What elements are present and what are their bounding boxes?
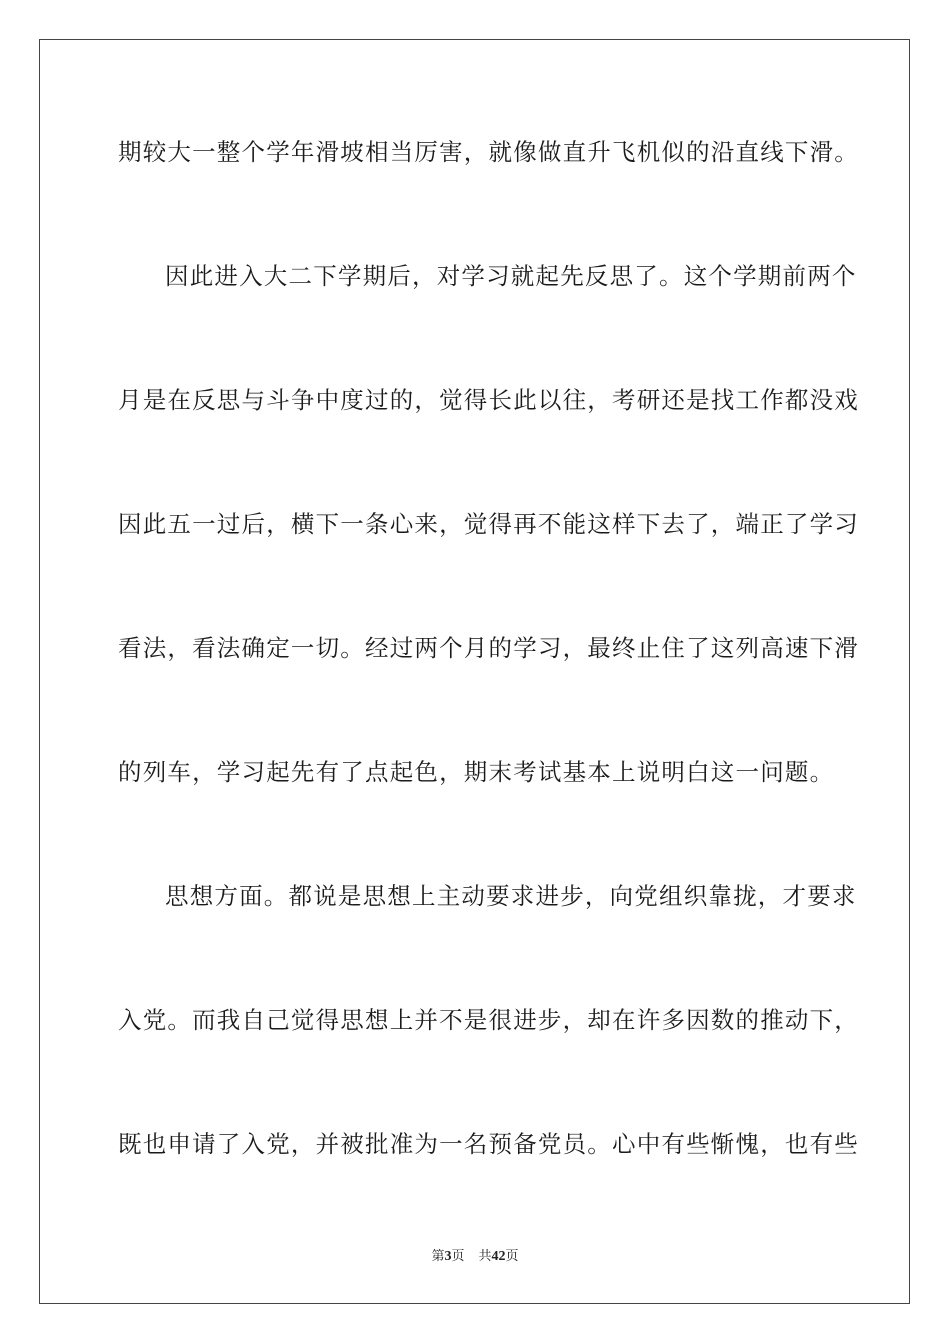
text-line-4: 因此五一过后，横下一条心来，觉得再不能这样下去了，端正了学习 <box>118 510 859 538</box>
text-line-8: 入党。而我自己觉得思想上并不是很进步，却在许多因数的推动下， <box>118 1006 859 1034</box>
page-border <box>39 39 910 1304</box>
total-suffix: 页 <box>505 1249 519 1264</box>
total-prefix: 共 <box>478 1249 492 1264</box>
page-footer <box>0 1248 950 1266</box>
page-suffix: 页 <box>451 1249 465 1264</box>
page-number: 3 <box>444 1249 452 1264</box>
text-line-2: 因此进入大二下学期后，对学习就起先反思了。这个学期前两个 <box>165 262 857 290</box>
text-line-1: 期较大一整个学年滑坡相当厉害，就像做直升飞机似的沿直线下滑。 <box>118 138 859 166</box>
total-pages: 42 <box>491 1249 506 1264</box>
text-line-6: 的列车，学习起先有了点起色，期末考试基本上说明白这一问题。 <box>118 758 835 786</box>
text-line-5: 看法，看法确定一切。经过两个月的学习，最终止住了这列高速下滑 <box>118 634 859 662</box>
text-line-3: 月是在反思与斗争中度过的，觉得长此以往，考研还是找工作都没戏 <box>118 386 859 414</box>
page-prefix: 第 <box>431 1249 445 1264</box>
text-line-7: 思想方面。都说是思想上主动要求进步，向党组织靠拢，才要求 <box>165 882 857 910</box>
text-line-9: 既也申请了入党，并被批准为一名预备党员。心中有些惭愧，也有些 <box>118 1130 859 1158</box>
